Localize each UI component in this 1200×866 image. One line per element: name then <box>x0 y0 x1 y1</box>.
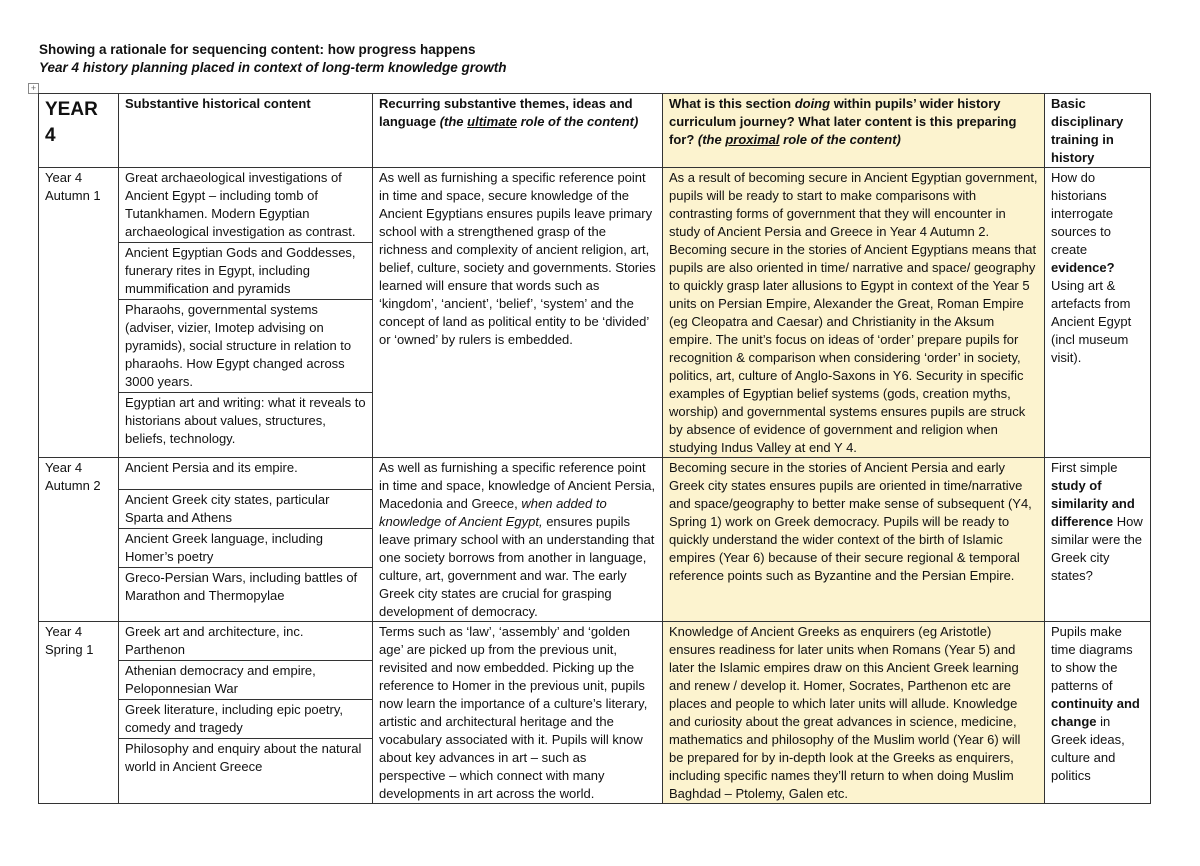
header-purpose: What is this section doing within pupils’ wider history curriculum journey? What later content is this preparing for? (the proximal role of the content) <box>663 94 1045 168</box>
table-row-autumn-2 <box>39 458 1151 622</box>
table-move-handle-icon[interactable]: + <box>28 83 39 94</box>
content-item: Egyptian art and writing: what it reveals to historians about values, structures, beliefs, technology. <box>119 392 372 449</box>
disciplinary-cell: How do historians interrogate sources to create evidence? Using art & artefacts from Ancient Egypt (incl museum visit). <box>1045 168 1151 458</box>
content-item: Athenian democracy and empire, Peloponnesian War <box>119 660 372 699</box>
themes-cell: Terms such as ‘law’, ‘assembly’ and ‘golden age’ are picked up from the previous unit, revisited and now embedded. Picking up the reference to Homer in the previous unit, pupils now learn the importance of a culture’s literary, artistic and architectural heritage and the vocabulary associated with it. Pupils will know about key advances in art – such as perspective – which connect with many developments in art across the world. <box>373 622 663 804</box>
document-title: Showing a rationale for sequencing content: how progress happens <box>39 42 476 57</box>
year-heading: YEAR 4 <box>39 94 119 168</box>
term-cell: Year 4 Autumn 2 <box>39 458 119 622</box>
content-item: Greek literature, including epic poetry, comedy and tragedy <box>119 699 372 738</box>
purpose-cell: As a result of becoming secure in Ancient Egyptian government, pupils will be ready to start to make comparisons with contrasting forms of government that they will encounter in study of Ancient Persia and Greece in Year 4 Autumn 2. Becoming secure in the stories of Ancient Egyptians means that pupils are also oriented in time/ narrative and space/ geography to quickly grasp later allusions to Egypt in context of the Year 5 units on Persian Empire, Alexander the Great, Roman Empire (eg Cleopatra and Caesar) and Christianity in the Aksum empire. The unit’s focus on ideas of ‘order’ prepare pupils for recognition & comparison when considering ‘order’ in society, politics, art, culture of Anglo-Saxons in Y6. Security in specific examples of Egyptian belief systems (gods, creation myths, worship) and governmental systems ensures pupils are struck by absence of evidence of government and religion when studying Indus Valley at end Y 4. <box>663 168 1045 458</box>
header-themes: Recurring substantive themes, ideas and language (the ultimate role of the content) <box>373 94 663 168</box>
themes-cell: As well as furnishing a specific reference point in time and space, secure knowledge of the Ancient Egyptians ensures pupils leave primary school with a strengthened grasp of the richness and complexity of ancient religion, art, belief, culture, society and governments. Stories learned will ensure that words such as ‘kingdom’, ‘ancient’, ‘belief’, ‘system’ and the concept of land as political entity to be ‘divided’ or ‘owned’ by rulers is embedded. <box>373 168 663 458</box>
purpose-cell: Knowledge of Ancient Greeks as enquirers (eg Aristotle) ensures readiness for later units when Romans (Year 5) and later the Islamic empires draw on this Ancient Greek learning and renew / develop it. Homer, Socrates, Parthenon etc are places and people to which later units will allude. Knowledge and curiosity about the great advances in science, medicine, mathematics and philosophy of the Muslim world (Year 6) will be prepared for by in-depth look at the Greeks as enquirers, including specific names they’ll return to when doing Muslim Baghdad – Ptolemy, Galen etc. <box>663 622 1045 804</box>
header-disciplinary: Basic disciplinary training in history <box>1045 94 1151 168</box>
disciplinary-cell: Pupils make time diagrams to show the patterns of continuity and change in Greek ideas, culture and politics <box>1045 622 1151 804</box>
content-item: Ancient Persia and its empire. <box>125 460 298 475</box>
header-content: Substantive historical content <box>119 94 373 168</box>
content-cell <box>119 168 373 458</box>
content-item: Pharaohs, governmental systems (adviser, vizier, Imotep advising on pyramids), social structure in relation to pharaohs. How Egypt changed across 3000 years. <box>119 299 372 392</box>
term-cell: Year 4 Autumn 1 <box>39 168 119 458</box>
purpose-cell: Becoming secure in the stories of Ancient Persia and early Greek city states ensures pupils are oriented in time/narrative and space/geography to better make sense of subsequent (Y4, Spring 1) work on Greek democracy. Pupils will be ready to quickly understand the wider context of the birth of Islamic empires (Year 6) because of their secure regional & temporal reference points such as Byzantine and the Persian Empire. <box>663 458 1045 622</box>
planning-table <box>38 93 1151 804</box>
content-item: Philosophy and enquiry about the natural world in Ancient Greece <box>119 738 372 777</box>
content-item: Ancient Greek language, including Homer’s poetry <box>119 528 372 567</box>
term-cell: Year 4 Spring 1 <box>39 622 119 804</box>
content-cell <box>119 622 373 804</box>
content-item: Ancient Egyptian Gods and Goddesses, funerary rites in Egypt, including mummification and pyramids <box>119 242 372 299</box>
content-cell <box>119 458 373 622</box>
table-row-autumn-1 <box>39 168 1151 458</box>
themes-cell: As well as furnishing a specific reference point in time and space, knowledge of Ancient Persia, Macedonia and Greece, when added to knowledge of Ancient Egypt, ensures pupils leave primary school with an understanding that one society borrows from another in language, culture, art, government and war. The early Greek city states are crucial for grasping development of democracy. <box>373 458 663 622</box>
content-item: Greco-Persian Wars, including battles of Marathon and Thermopylae <box>119 567 372 606</box>
document-subtitle: Year 4 history planning placed in context of long-term knowledge growth <box>39 60 507 75</box>
content-item: Greek art and architecture, inc. Parthenon <box>125 624 304 657</box>
disciplinary-cell: First simple study of similarity and difference How similar were the Greek city states? <box>1045 458 1151 622</box>
header-row <box>39 94 1151 168</box>
table-row-spring-1 <box>39 622 1151 804</box>
content-item: Ancient Greek city states, particular Sparta and Athens <box>119 489 372 528</box>
content-item: Great archaeological investigations of Ancient Egypt – including tomb of Tutankhamen. Modern Egyptian archaeological investigation as contrast. <box>125 170 356 239</box>
